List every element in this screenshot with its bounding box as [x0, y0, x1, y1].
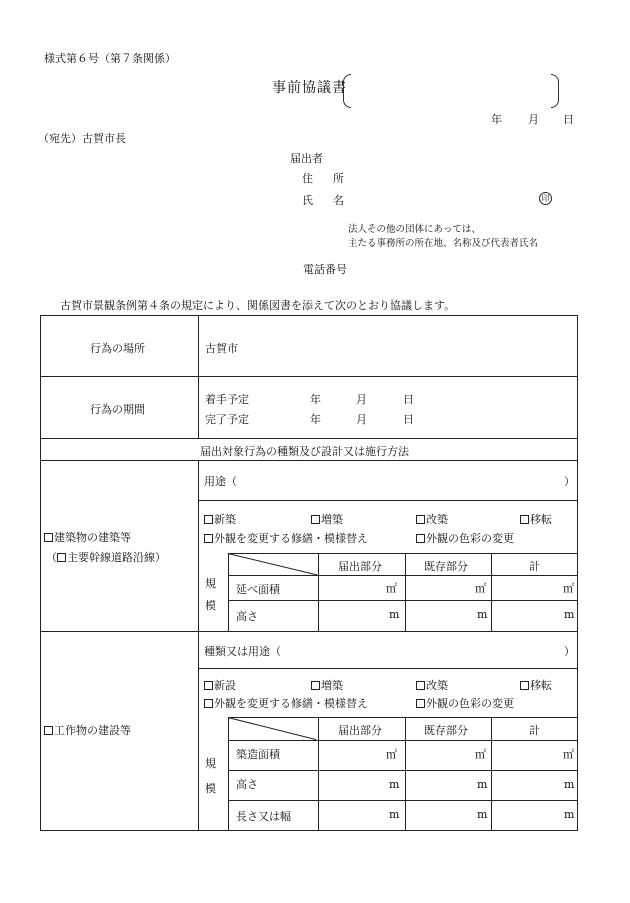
- building-col-existing: 既存部分: [424, 560, 468, 573]
- structure-scale-1: 規: [205, 757, 216, 770]
- location-label: 行為の場所: [90, 342, 145, 355]
- building-col-total: 計: [529, 560, 540, 573]
- structure-opt-color[interactable]: 外観の色彩の変更: [416, 695, 514, 711]
- building-height-report-unit: m: [389, 608, 400, 621]
- building-row-height: 高さ: [236, 610, 258, 623]
- structure-checkbox-row[interactable]: [44, 722, 131, 738]
- title-bracket-left: [343, 74, 351, 108]
- structure-row-building-area: 築造面積: [236, 748, 280, 761]
- addressee: （宛先）古賀市長: [38, 132, 126, 145]
- building-area-total-unit: ㎡: [563, 582, 574, 595]
- building-area-report-unit: ㎡: [386, 582, 397, 595]
- period-label: 行為の期間: [90, 403, 145, 416]
- date-month[interactable]: 月: [528, 113, 539, 126]
- phone-label: 電話番号: [303, 263, 347, 276]
- structure-height-total-unit: m: [564, 778, 575, 791]
- structure-opt-ext[interactable]: 増築: [311, 677, 343, 693]
- building-opt-reno[interactable]: 改築: [416, 511, 448, 527]
- end-day[interactable]: 日: [403, 413, 414, 426]
- structure-area-report-unit: ㎡: [386, 748, 397, 761]
- structure-scale-2: 模: [205, 782, 216, 795]
- building-opt-move[interactable]: 移転: [520, 511, 552, 527]
- building-row-floor-area: 延べ面積: [236, 583, 280, 596]
- applicant-label: 届出者: [290, 152, 323, 165]
- building-opt-color[interactable]: 外観の色彩の変更: [416, 530, 514, 546]
- structure-length-total-unit: m: [564, 808, 575, 821]
- building-area-existing-unit: ㎡: [475, 582, 486, 595]
- corp-note-line1: 法人その他の団体にあっては、: [348, 224, 481, 235]
- structure-height-report-unit: m: [389, 778, 400, 791]
- building-checkbox-row[interactable]: [44, 529, 131, 545]
- date-day[interactable]: 日: [563, 113, 574, 126]
- start-year[interactable]: 年: [310, 393, 321, 406]
- section-header: 届出対象行為の種類及び設計又は施行方法: [200, 445, 409, 458]
- arterial-checkbox[interactable]: [57, 553, 66, 562]
- end-label: 完了予定: [205, 413, 249, 426]
- name-label: 氏名: [302, 194, 364, 207]
- end-month[interactable]: 月: [356, 413, 367, 426]
- structure-row-length: 長さ又は幅: [236, 810, 291, 823]
- structure-height-existing-unit: m: [477, 778, 488, 791]
- building-height-existing-unit: m: [477, 608, 488, 621]
- building-opt-new[interactable]: 新築: [204, 511, 236, 527]
- arterial-label: 主要幹線道路沿線）: [67, 551, 166, 564]
- start-label: 着手予定: [205, 393, 249, 406]
- building-height-total-unit: m: [564, 608, 575, 621]
- structure-opt-move[interactable]: 移転: [520, 677, 552, 693]
- building-label: 建築物の建築等: [54, 531, 131, 544]
- intro-text: 古賀市景観条例第４条の規定により、関係図書を添えて次のとおり協議します。: [60, 299, 456, 312]
- seal-icon: 印: [539, 192, 552, 205]
- building-checkbox[interactable]: [44, 533, 53, 542]
- document-title: 事前協議書: [272, 80, 347, 96]
- structure-opt-facade[interactable]: 外観を変更する修繕・模様替え: [204, 695, 368, 711]
- form-number: 様式第６号（第７条関係）: [44, 52, 176, 65]
- building-use-close: ）: [564, 475, 575, 488]
- structure-col-report: 届出部分: [338, 724, 382, 737]
- building-opt-ext[interactable]: 増築: [311, 511, 343, 527]
- structure-row-height: 高さ: [236, 778, 258, 791]
- structure-label: 工作物の建設等: [54, 724, 131, 737]
- start-month[interactable]: 月: [356, 393, 367, 406]
- structure-area-existing-unit: ㎡: [475, 748, 486, 761]
- structure-length-existing-unit: m: [477, 808, 488, 821]
- corp-note-line2: 主たる事務所の所在地、名称及び代表者氏名: [348, 238, 539, 249]
- building-use-label[interactable]: 用途（: [204, 475, 237, 488]
- structure-opt-reno[interactable]: 改築: [416, 677, 448, 693]
- arterial-open-paren: （: [46, 551, 57, 564]
- building-col-report: 届出部分: [338, 560, 382, 573]
- building-scale-2: 模: [205, 599, 216, 612]
- structure-length-report-unit: m: [389, 808, 400, 821]
- start-day[interactable]: 日: [403, 393, 414, 406]
- structure-opt-new[interactable]: 新設: [204, 677, 236, 693]
- structure-use-label[interactable]: 種類又は用途（: [204, 645, 281, 658]
- address-label: 住所: [302, 172, 364, 185]
- building-opt-facade[interactable]: 外観を変更する修繕・模様替え: [204, 530, 368, 546]
- structure-col-existing: 既存部分: [424, 724, 468, 737]
- arterial-checkbox-row[interactable]: [46, 549, 166, 565]
- structure-area-total-unit: ㎡: [563, 748, 574, 761]
- structure-use-close: ）: [564, 645, 575, 658]
- date-year[interactable]: 年: [491, 113, 502, 126]
- building-scale-1: 規: [205, 577, 216, 590]
- structure-checkbox[interactable]: [44, 726, 53, 735]
- end-year[interactable]: 年: [310, 413, 321, 426]
- location-value[interactable]: 古賀市: [205, 342, 238, 355]
- title-bracket-right: [551, 74, 559, 108]
- structure-col-total: 計: [529, 724, 540, 737]
